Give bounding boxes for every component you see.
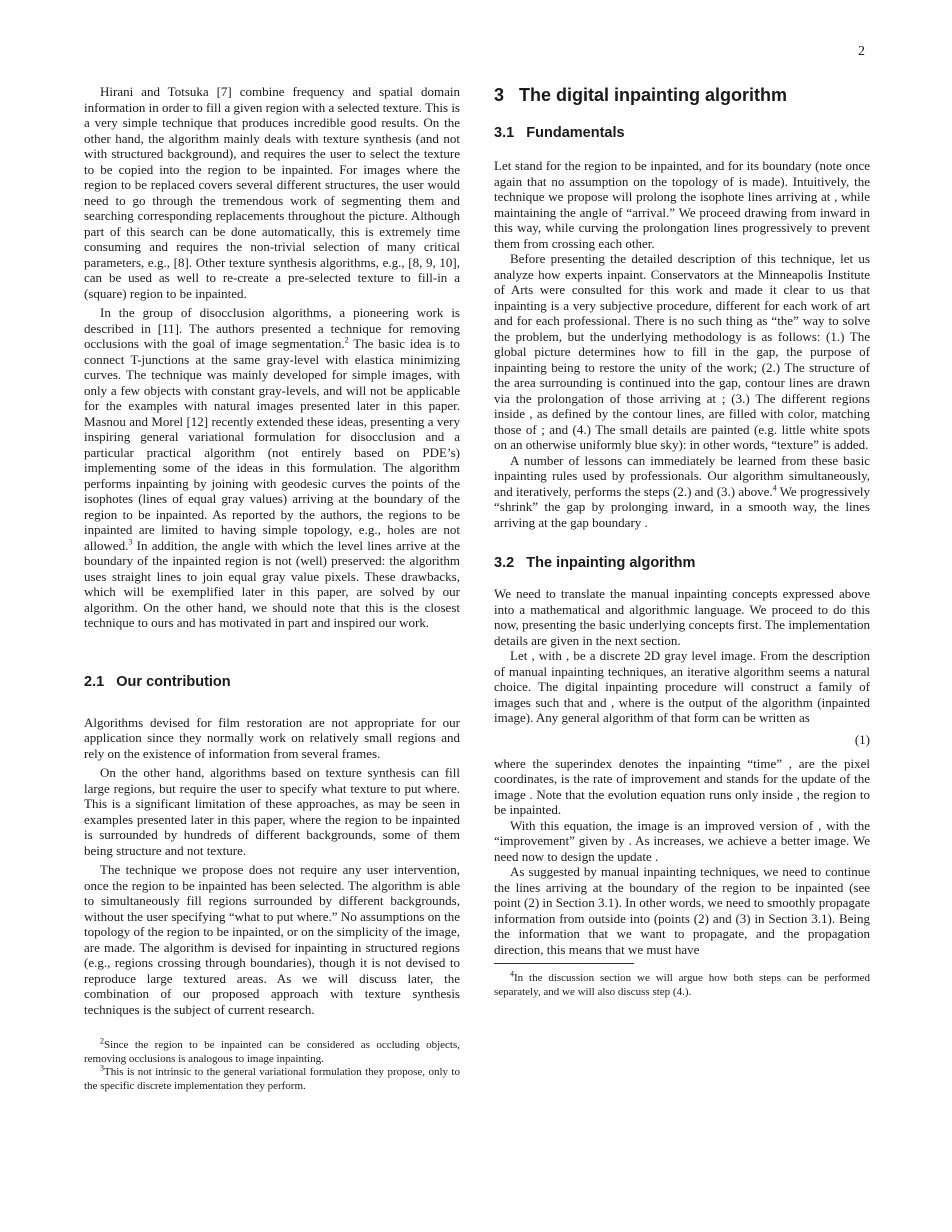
- body-paragraph: Before presenting the detailed description of this technique, let us analyze how experts inpaint. Conservators at the Minneapolis Institute of Arts were consulted for this work and made it clear to us that inpainting is a very subjective procedure, different for each work of art and for each professional. There is no such thing as “the” way to solve the problem, but the underlying methodology is as follows: (1.) The global picture determines how to fill in the gap, the purpose of inpainting being to restore the unity of the work; (2.) The structure of the area surrounding is continued into the gap, contour lines are drawn via the prolongation of those arriving at ; (3.) The different regions inside , as defined by the contour lines, are filled with color, matching those of ; and (4.) The small details are painted (e.g. little white spots on an otherwise uniformly blue sky): in other words, “texture” is added.: [494, 251, 870, 452]
- section-heading-2-1: [84, 673, 460, 691]
- paragraph-text: A number of lessons can immediately be learned from these basic inpainting rules used by professionals. Our algorithm simultaneously, and iteratively, performs the steps (2.) and (3.) above.: [494, 452, 870, 499]
- footnote-mark: 2: [100, 1036, 104, 1046]
- equation-number: (1): [854, 731, 870, 747]
- section-number: 3.2: [494, 555, 515, 571]
- footnote-mark: 4: [772, 483, 777, 493]
- section-title: Fundamentals: [526, 125, 625, 141]
- body-paragraph: Let stand for the region to be inpainted, and for its boundary (note once again that no assumption on the topology of is made). Intuitively, the technique we propose will prolong the isophote lines arriving at , while maintaining the angle of “arrival.” We proceed drawing from inward in this way, while curving the prolongation lines progressively to prevent them from crossing each other.: [494, 158, 870, 251]
- paragraph-text: The basic idea is to connect T-junctions at the same gray-level with elastica minimizing curves. The technique was mainly developed for simple images, with only a few objects with constant gray-levels, and will not be applicable for the examples with natural images presented later in this paper. Masnou and Morel [12] recently extended these ideas, presenting a very inspiring general variational formulation for disocclusion and a particular practical algorithm (not entirely based on PDE’s) implementing some of the ideas in this formulation. The algorithm performs inpainting by joining with geodesic curves the points of the isophotes (lines of equal gray values) arriving at the boundary of the region to be inpainted. As reported by the authors, the regions to be inpainted are limited to having simple topology, e.g., holes are not allowed.: [84, 336, 460, 553]
- body-paragraph: Let , with , be a discrete 2D gray level image. From the description of manual inpainting techniques, an iterative algorithm seems a natural choice. The digital inpainting procedure will construct a family of images such that and , where is the output of the algorithm (inpainted image). Any general algorithm of that form can be written as: [494, 648, 870, 725]
- paragraph-text: In the group of disocclusion algorithms, a pioneering work is described in [11]. The authors presented a technique for removing occlusions with the goal of image segmentation.: [84, 305, 460, 351]
- footnotes: [494, 963, 870, 999]
- body-paragraph: The technique we propose does not require any user intervention, once the region to be inpainted has been selected. The algorithm is able to simultaneously fill regions surrounded by different backgrounds, without the user specifying “what to put where.” No assumptions on the topology of the region to be inpainted, or on the simplicity of the image, are made. The algorithm is devised for inpainting in structured regions (e.g., regions crossing through boundaries), though it is not devised to reproduce large textured areas. As we will discuss later, the combination of our proposed approach with texture synthesis techniques is the subject of current research.: [84, 862, 460, 1017]
- page-number: 2: [858, 44, 865, 59]
- footnote-mark: 2: [344, 335, 349, 345]
- left-column: [84, 84, 460, 1093]
- section-title: Our contribution: [116, 673, 231, 690]
- section-title: The digital inpainting algorithm: [519, 85, 788, 105]
- section-title: The inpainting algorithm: [526, 555, 696, 571]
- body-paragraph: [84, 305, 460, 631]
- right-column: [494, 84, 870, 999]
- paragraph-text: In addition, the angle with which the level lines arrive at the boundary of the inpainted region is not (well) preserved: the algorithm uses straight lines to join equal gray value pixels. These drawbacks, which will be exemplified later in this paper, are solved by our algorithm. On the other hand, we should note that this is the closest technique to ours and has motivated in part and inspired our work.: [84, 537, 461, 630]
- body-paragraph: We need to translate the manual inpainting concepts expressed above into a mathematical and algorithmic language. We proceed to do this now, presenting the basic underlying concepts first. The implementation details are given in the next section.: [494, 586, 870, 648]
- footnote-mark: 4: [510, 969, 514, 979]
- body-paragraph: On the other hand, algorithms based on texture synthesis can fill large regions, but require the user to specify what texture to put where. This is a significant limitation of these approaches, as may be seen in examples presented later in this paper, where the region to be inpainted is surrounded by hundreds of different backgrounds, some of them being structure and not texture.: [84, 765, 460, 858]
- body-paragraph: [494, 453, 870, 531]
- footnote-text: Since the region to be inpainted can be considered as occluding objects, removing occlusions is analogous to image inpainting.: [84, 1039, 460, 1065]
- footnote-rule: [494, 963, 634, 964]
- footnote-mark: 3: [128, 537, 133, 547]
- equation-1: [494, 726, 870, 756]
- body-paragraph: With this equation, the image is an improved version of , with the “improvement” given by . As increases, we achieve a better image. We need now to design the update .: [494, 817, 870, 864]
- footnote-text: This is not intrinsic to the general variational formulation they propose, only to the specific discrete implementation they perform.: [84, 1066, 460, 1092]
- paragraph-text: We progressively “shrink” the gap by prolonging inward, in a smooth way, the lines arriving at the gap boundary .: [494, 483, 871, 530]
- body-paragraph: where the superindex denotes the inpainting “time” , are the pixel coordinates, is the rate of improvement and stands for the update of the image . Note that the evolution equation runs only inside , the region to be inpainted.: [494, 755, 870, 817]
- body-paragraph: Hirani and Totsuka [7] combine frequency and spatial domain information in order to fill a given region with a selected texture. This is a very simple technique that produces incredible good results. On the other hand, the algorithm mainly deals with texture synthesis (and not with structured background), and requires the user to select the texture to be copied into the region to be inpainted. For images where the region to be replaced covers several different structures, the user would need to go through the tremendous work of segmenting them and searching corresponding replacements throughout the picture. Although part of this search can be done automatically, this is extremely time consuming and requires the non-trivial selection of many critical parameters, e.g., [8]. Other texture synthesis algorithms, e.g., [8, 9, 10], can be used as well to re-create a pre-selected texture to fill-in a (square) region to be inpainted.: [84, 84, 460, 301]
- footnote: [494, 969, 870, 999]
- section-heading-3-1: [494, 124, 870, 142]
- footnote-mark: 3: [100, 1063, 104, 1073]
- footnote-text: In the discussion section we will argue how both steps can be performed separately, and we will also discuss step (4.).: [494, 972, 870, 998]
- footnote: [84, 1063, 460, 1093]
- section-heading-3: [494, 84, 870, 106]
- body-paragraph: Algorithms devised for film restoration are not appropriate for our application since they normally work on relatively small regions and rely on the existence of information from several frames.: [84, 714, 460, 761]
- section-number: 2.1: [84, 673, 105, 690]
- footnotes: [84, 1036, 460, 1093]
- section-heading-3-2: [494, 554, 870, 572]
- section-number: 3: [494, 85, 505, 105]
- footnote: [84, 1036, 460, 1066]
- section-number: 3.1: [494, 125, 515, 141]
- body-paragraph: As suggested by manual inpainting techniques, we need to continue the lines arriving at the boundary of the region to be inpainted (see point (2) in Section 3.1). In other words, we need to smoothly propagate information from outside into (points (2) and (3) in Section 3.1). Being the information that we want to propagate, and the propagation direction, this means that we must have: [494, 864, 870, 957]
